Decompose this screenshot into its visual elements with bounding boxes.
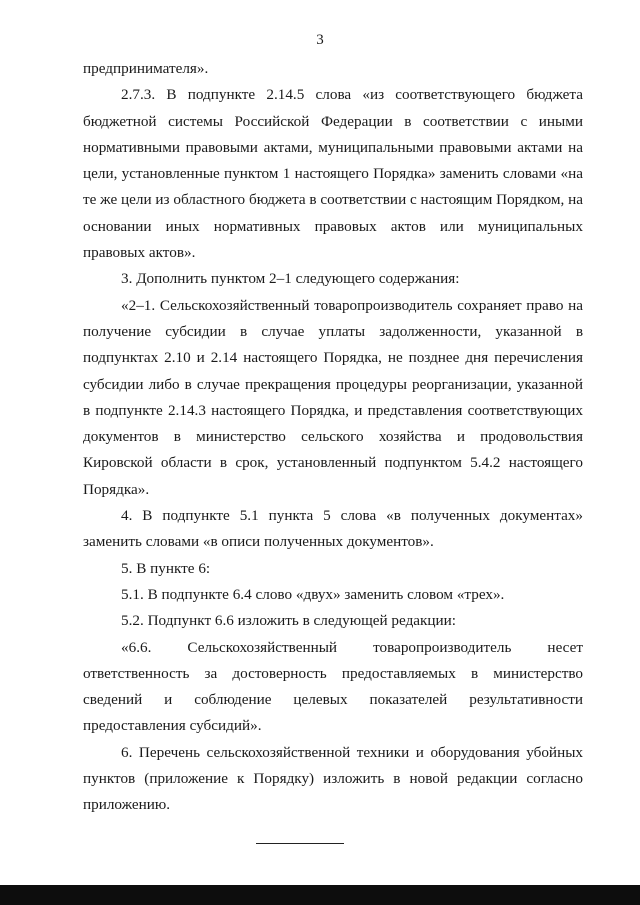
- end-separator-line: [256, 843, 344, 844]
- paragraph-5-1: 5.1. В подпункте 6.4 слово «двух» заменить словом «трех».: [121, 585, 505, 603]
- paragraph-item-3: 3. Дополнить пунктом 2–1 следующего содержания:: [121, 270, 460, 288]
- scan-edge-bar: [0, 885, 640, 905]
- paragraph-continuation: предпринимателя».: [83, 60, 209, 77]
- paragraph-6-6-text: «6.6. Сельскохозяйственный товаропроизводитель несет ответственность за достоверность предоставляемых в министерство сведений и соблюдение целевых показателей результативности предоставления субсидий».: [83, 638, 583, 735]
- paragraph-item-6: 6. Перечень сельскохозяйственной техники и оборудования убойных пунктов (приложение к Порядку) изложить в новой редакции согласно приложению.: [83, 743, 583, 814]
- paragraph-5-2: 5.2. Подпункт 6.6 изложить в следующей редакции:: [121, 612, 457, 630]
- paragraph-item-5: 5. В пункте 6:: [121, 559, 211, 577]
- page-number: 3: [316, 32, 324, 48]
- paragraph-item-4: 4. В подпункте 5.1 пункта 5 слова «в полученных документах» заменить словами «в описи полученных документов».: [83, 507, 583, 551]
- paragraph-2-7-3: 2.7.3. В подпункте 2.14.5 слова «из соответствующего бюджета бюджетной системы Российской Федерации в соответствии с иными нормативными правовыми актами, муниципальными правовыми актами на цели, установленные пунктом 1 настоящего Порядка» заменить словами «на те же цели из областного бюджета в соответствии с настоящим Порядком, на основании иных нормативных правовых актов или муниципальных правовых актов».: [83, 86, 583, 262]
- document-body: [83, 56, 583, 819]
- paragraph-2-1-text: «2–1. Сельскохозяйственный товаропроизводитель сохраняет право на получение субсидии в случае уплаты задолженности, указанной в подпунктах 2.10 и 2.14 настоящего Порядка, не позднее дня перечисления субсидии либо в случае прекращения процедуры реорганизации, указанной в подпункте 2.14.3 настоящего Порядка, и представления соответствующих документов в министерство сельского хозяйства и продовольствия Кировской области в срок, установленный подпунктом 5.4.2 настоящего Порядка».: [83, 296, 583, 498]
